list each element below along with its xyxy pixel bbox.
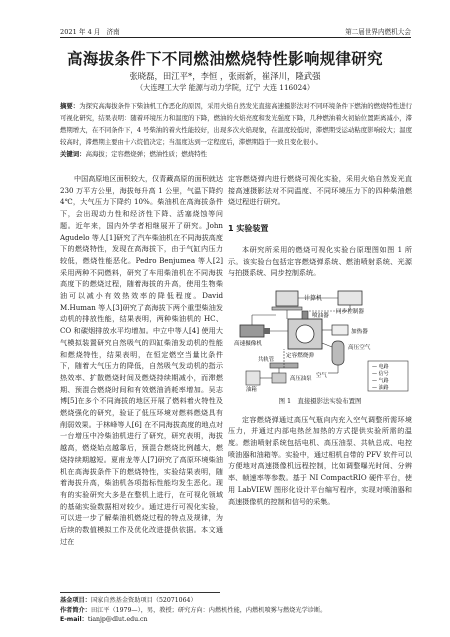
figure-1 xyxy=(228,285,412,393)
header-date: 2021 年 4 月 xyxy=(60,28,101,36)
right-column xyxy=(228,173,412,507)
sync-controller-icon xyxy=(338,291,362,305)
paper-affiliation: （大连理工大学 能源与动力学院，辽宁 大连 116024） xyxy=(135,83,315,92)
label-bomb: 定容燃烧弹 xyxy=(286,352,314,359)
paper-authors: 张晓磊，田江平*，李恒 ，张雨新，崔泽川，隆武强 xyxy=(129,71,321,81)
section-heading: 1 实验装置 xyxy=(228,224,269,234)
label-air: 空气 xyxy=(316,372,327,379)
paper-title: 高海拔条件下不同燃油燃烧特性影响规律研究 xyxy=(67,50,383,68)
header-rule xyxy=(60,37,411,38)
running-header xyxy=(60,24,411,36)
fund-label: 基金项目： xyxy=(60,597,91,604)
injector-icon xyxy=(302,311,308,319)
email-text[interactable]: tianjp@dlut.edu.cn xyxy=(87,616,148,623)
header-place: 济南 xyxy=(106,28,120,36)
label-camera: 高速摄像机 xyxy=(234,340,262,347)
label-tank: 油箱 xyxy=(246,386,257,393)
footnote-fund xyxy=(60,596,412,606)
abstract-text: 为探究高海拔条件下柴油机工作恶化的原因，采用火焰自然发光直接高速摄影法对不同环境条件下燃油的燃烧特性进行可视化研究，结果表明：随着环境压力和温度的下降，燃油的火焰亮度和发光强度下降，几种燃油着火初始位置距离减小，滞燃期增大，在不同条件下，4 号柴油的着火性能较好，出现多次火焰现象，在温度较低时，滞燃期受运动粘度影响较大；温度较高时，滞燃期主要由十六烷值决定；当温度达到一定程度后，滞燃期趋于一致且变化很小。 xyxy=(60,102,413,146)
keywords xyxy=(60,148,412,160)
label-pump: 高压油泵 xyxy=(290,375,312,382)
intro-paragraph: 中国高原地区面积较大，仅青藏高原的面积就达 230 万平方公里，海拔每升高 1 公里，气温下降约 4℃，大气压力下降约 10%。柴油机在高海拔条件下，会出现动力性和经济性下降、活塞烧蚀等问题。近年来，国内外学者相继展开了研究。John Agudelo 等人[1]研究了汽车柴油机在不同海拔高度下的燃烧特性，发现在高海拔下，由于气缸内压力较低，燃烧性能恶化。Pedro Benjumea 等人[2]采用两种不同燃料，研究了车用柴油机在不同海拔高度下的燃烧过程，随着海拔的升高，使用生物柴油可以减小有效热效率的降低程度。David M.Human 等人[3]研究了高海拔下两个重型柴油发动机的排放性能，结果表明，两种柴油机的 HC、CO 和碳烟排放水平均增加。中立中等人[4] 使用大气模拟装置研究自然吸气的四缸柴油发动机的性能和燃烧特性，结果表明，在恒定燃空当量比条件下，随着大气压力的降低，自然吸气发动机的指示热效率、扩散燃烧时间及燃烧持续期减小，而滞燃期、预混合燃烧时间和有效燃油消耗率增加。吴志博[5]在多个不同海拔的地区开展了燃料着火特性及燃烧强化的研究，验证了低压环境对燃料燃烧具有削弱效果。于林峰等人[6] 在不同海拔高度的地点对一台增压中冷柴油机进行了研究，研究表明，海拔越高，燃烧始点越靠后，预混合燃烧比例越大，燃烧持续期越短。夏甫龙等人[7]研究了高原环境柴油机在高海拔条件下的燃烧特性，实验结果表明，随着海拔升高，柴油机各项指标性能均发生恶化。现有的实验研究大多是在整机上进行，在可视化领域的基础实验数据相对较少。通过进行可视化实验，可以进一步了解柴油机燃烧过程的特点及规律，为后续的数值模拟工作及优化改进提供依据。本文通过在 xyxy=(60,174,223,546)
label-rail: 共轨管 xyxy=(258,356,275,363)
email-label: E-mail： xyxy=(60,616,88,623)
abstract-label: 摘要： xyxy=(60,102,80,110)
author-text: 田江平（1979—），男，教授；研究方向：内燃机性能，内燃机喷雾与燃烧光学诊断。 xyxy=(90,606,327,614)
footnote-author xyxy=(60,606,412,616)
heater-icon xyxy=(332,325,348,335)
abstract xyxy=(60,100,412,148)
schematic-diagram xyxy=(228,285,412,393)
label-pc: 计算机 xyxy=(304,294,323,302)
legend-item-2: — 信号 xyxy=(372,370,389,377)
keywords-label: 关键词： xyxy=(60,150,86,158)
keywords-text: 高海拔；定容燃烧弹；燃油性质；燃烧特性 xyxy=(85,150,207,158)
setup-paragraph: 本研究所采用的燃烧可视化实验台原理图如图 1 所示。该实验台包括定容燃烧弹系统、燃油喷射系统、光源与拍摄系统、同步控制系统。 xyxy=(228,244,412,278)
author-label: 作者简介： xyxy=(60,606,91,614)
legend-item-4: — 油路 xyxy=(372,384,389,391)
footnote-email xyxy=(60,615,412,625)
apparatus-paragraph: 定容燃烧弹通过高压气瓶向内充入空气调整所需环境压力，并通过内部电热丝加热的方式提供实验所需的温度。燃油喷射系统包括电机、高压油泵、共轨总成、电控喷油器和油箱等。实验中，通过相机自带的 PFV 软件可以方便地对高速摄像机远程控制，比如调整曝光时间、分辨率、帧速率等参数。基于 NI CompactRIO 硬件平台，使用 LabVIEW 图形化设计平台编写程序，实现对喷油器和高速摄像机的控制和信号的采集。 xyxy=(228,414,412,506)
label-sync: 同步控制器 xyxy=(336,308,364,315)
air-cylinder-icon xyxy=(332,341,344,365)
label-pressure: 高压空气 xyxy=(348,344,371,351)
intro-paragraph-cont: 定容燃烧弹内进行燃烧可视化实验，采用火焰自然发光直接高速摄影法对不同温度、不同环境压力下的四种柴油燃烧过程进行研究。 xyxy=(228,174,412,207)
tank-icon xyxy=(246,371,260,385)
legend-item-3: — 气路 xyxy=(372,377,389,384)
legend-item-1: — 电路 xyxy=(372,363,389,370)
label-injector: 喷油器 xyxy=(312,312,329,319)
camera-icon xyxy=(240,325,264,337)
pump-icon xyxy=(272,373,286,383)
footnote-rule xyxy=(60,592,220,593)
fund-text: 国家自然基金资助项目（52071064） xyxy=(90,597,197,604)
header-conference: 第二届世界内燃机大会 xyxy=(345,28,411,36)
computer-icon xyxy=(276,291,298,306)
left-column xyxy=(60,173,223,548)
label-heater: 加热器 xyxy=(351,328,368,335)
figure-caption: 图 1 直接摄影法实验布置图 xyxy=(278,396,362,405)
